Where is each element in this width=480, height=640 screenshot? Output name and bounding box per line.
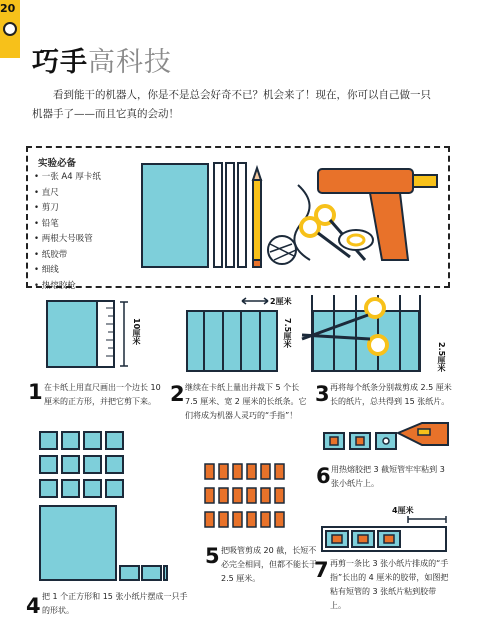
label-4cm: 4厘米 — [392, 506, 414, 515]
step-text: 用热熔胶把 3 截短管牢牢粘到 3 张小纸片上。 — [331, 465, 445, 488]
list-item: • 铅笔 — [34, 217, 101, 233]
materials-list — [34, 170, 101, 294]
label-2cm: 2厘米 — [270, 297, 292, 306]
ruler-pencil-illustration — [212, 160, 302, 272]
strip-dividers — [186, 310, 278, 372]
list-item: • 热熔胶枪 — [34, 279, 101, 295]
step-number: 6 — [316, 464, 331, 488]
list-item: • 细线 — [34, 263, 101, 279]
glue-straw-illustration — [322, 415, 452, 460]
list-item: • 纸胶带 — [34, 248, 101, 264]
step-number: 5 — [205, 544, 220, 568]
page-number: 20 — [0, 2, 16, 15]
step-text: 在卡纸上用直尺画出一个边长 10 厘米的正方形，并把它剪下来。 — [44, 383, 161, 406]
label-2-5cm: 2.5厘米 — [437, 342, 446, 373]
card-paper-illustration — [141, 163, 209, 268]
list-item: • 一张 A4 厚卡纸 — [34, 170, 101, 186]
label-7-5cm: 7.5厘米 — [283, 318, 292, 349]
step-number: 7 — [314, 558, 329, 582]
step-number: 1 — [28, 380, 43, 404]
gear-icon — [3, 22, 17, 36]
ruler-illustration — [96, 300, 116, 368]
title-part2: 高科技 — [88, 47, 172, 78]
step-text: 继续在卡纸上量出并裁下 5 个长 7.5 厘米、宽 2 厘米的长纸条。它们将成为机器人灵巧的“手指”！ — [185, 383, 307, 420]
page-title — [32, 40, 172, 79]
intro-paragraph: 看到能干的机器人，你是不是总会好奇不已？机会来了！现在，你可以自己做一只机器手了——而且它真的会动！ — [32, 89, 431, 120]
list-item: • 直尺 — [34, 186, 101, 202]
tape-fingers-illustration — [320, 515, 450, 555]
step-text: 把吸管剪成 20 截，长短不必完全相同，但都不能长于 2.5 厘米。 — [221, 546, 317, 583]
list-item: • 剪刀 — [34, 201, 101, 217]
step-text: 把 1 个正方形和 15 张小纸片摆成一只手的形状。 — [42, 592, 188, 615]
step-number: 4 — [26, 594, 41, 618]
step-text: 再剪一条比 3 张小纸片排成的“手指”长出的 4 厘米的胶带，如图把粘有短管的 3 张纸片粘到胶带上。 — [330, 559, 449, 610]
dimension-line — [119, 300, 129, 368]
straw-pieces-illustration — [203, 462, 293, 537]
materials-heading: 实验必备 — [38, 158, 77, 169]
step-text: 再将每个纸条分别裁剪成 2.5 厘米长的纸片，总共得到 15 张纸片。 — [330, 383, 452, 406]
label-10cm: 10厘米 — [132, 318, 141, 346]
title-part1: 巧手 — [32, 47, 88, 78]
step-number: 3 — [315, 382, 330, 406]
list-item: • 两根大号吸管 — [34, 232, 101, 248]
hand-layout-illustration — [38, 430, 168, 590]
dimension-line — [240, 294, 270, 308]
glue-gun-scissors-tape-illustration — [290, 165, 445, 275]
scissors-icon — [300, 295, 440, 375]
step-number: 2 — [170, 382, 185, 406]
